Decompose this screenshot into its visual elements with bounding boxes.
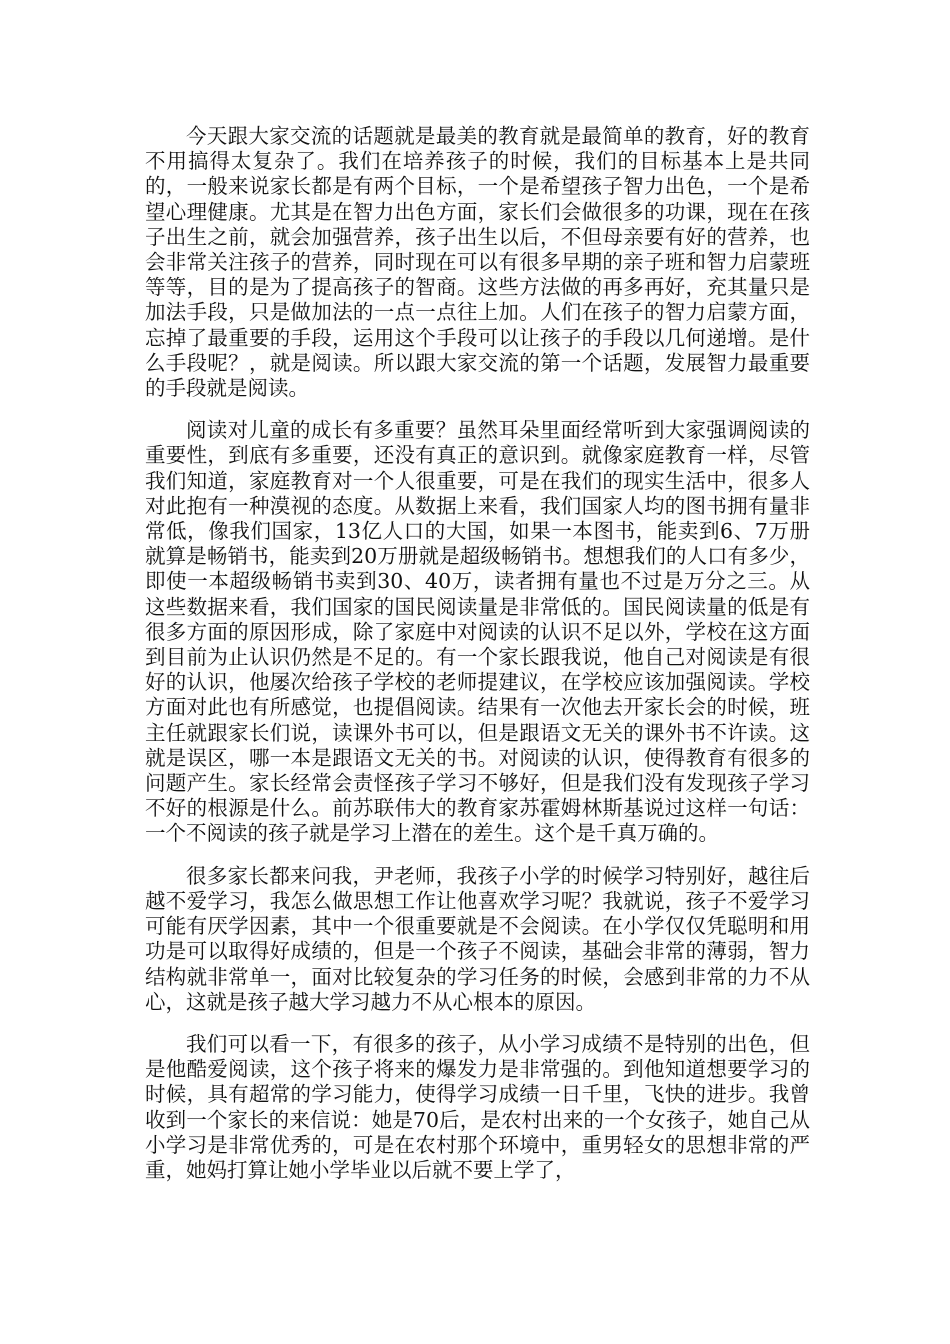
paragraph-1: 今天跟大家交流的话题就是最美的教育就是最简单的教育，好的教育不用搞得太复杂了。我们在培养孩子的时候，我们的目标基本上是共同的，一般来说家长都是有两个目标，一个是希望孩子智力出色，一个是希望心理健康。尤其是在智力出色方面，家长们会做很多的功课，现在在孩子出生之前，就会加强营养，孩子出生以后，不但母亲要有好的营养，也会非常关注孩子的营养，同时现在可以有很多早期的亲子班和智力启蒙班等等，目的是为了提高孩子的智商。这些方法做的再多再好，充其量只是加法手段，只是做加法的一点一点往上加。人们在孩子的智力启蒙方面，忘掉了最重要的手段，运用这个手段可以让孩子的手段以几何递增。是什么手段呢？，就是阅读。所以跟大家交流的第一个话题，发展智力最重要的手段就是阅读。 (145, 124, 810, 401)
paragraph-3: 很多家长都来问我，尹老师，我孩子小学的时候学习特别好，越往后越不爱学习，我怎么做思想工作让他喜欢学习呢？我就说，孩子不爱学习可能有厌学因素，其中一个很重要就是不会阅读。在小学仅仅凭聪明和用功是可以取得好成绩的，但是一个孩子不阅读，基础会非常的薄弱，智力结构就非常单一，面对比较复杂的学习任务的时候，会感到非常的力不从心，这就是孩子越大学习越力不从心根本的原因。 (145, 863, 810, 1014)
paragraph-2: 阅读对儿童的成长有多重要？虽然耳朵里面经常听到大家强调阅读的重要性，到底有多重要，还没有真正的意识到。就像家庭教育一样，尽管我们知道，家庭教育对一个人很重要，可是在我们的现实生活中，很多人对此抱有一种漠视的态度。从数据上来看，我们国家人均的图书拥有量非常低，像我们国家，13亿人口的大国，如果一本图书，能卖到6、7万册就算是畅销书，能卖到20万册就是超级畅销书。想想我们的人口有多少，即使一本超级畅销书卖到30、40万，读者拥有量也不过是万分之三。从这些数据来看，我们国家的国民阅读量是非常低的。国民阅读量的低是有很多方面的原因形成，除了家庭中对阅读的认识不足以外，学校在这方面到目前为止认识仍然是不足的。有一个家长跟我说，他自己对阅读是有很好的认识，他屡次给孩子学校的老师提建议，在学校应该加强阅读。学校方面对此也有所感觉，也提倡阅读。结果有一次他去开家长会的时候，班主任就跟家长们说，读课外书可以，但是跟语文无关的课外书不许读。这就是误区，哪一本是跟语文无关的书。对阅读的认识，使得教育有很多的问题产生。家长经常会责怪孩子学习不够好，但是我们没有发现孩子学习不好的根源是什么。前苏联伟大的教育家苏霍姆林斯基说过这样一句话：一个不阅读的孩子就是学习上潜在的差生。这个是千真万确的。 (145, 418, 810, 846)
paragraph-4: 我们可以看一下，有很多的孩子，从小学习成绩不是特别的出色，但是他酷爱阅读，这个孩子将来的爆发力是非常强的。到他知道想要学习的时候，具有超常的学习能力，使得学习成绩一日千里，飞快的进步。我曾收到一个家长的来信说：她是70后，是农村出来的一个女孩子，她自己从小学习是非常优秀的，可是在农村那个环境中，重男轻女的思想非常的严重，她妈打算让她小学毕业以后就不要上学了， (145, 1031, 810, 1182)
body-text (145, 124, 810, 1200)
